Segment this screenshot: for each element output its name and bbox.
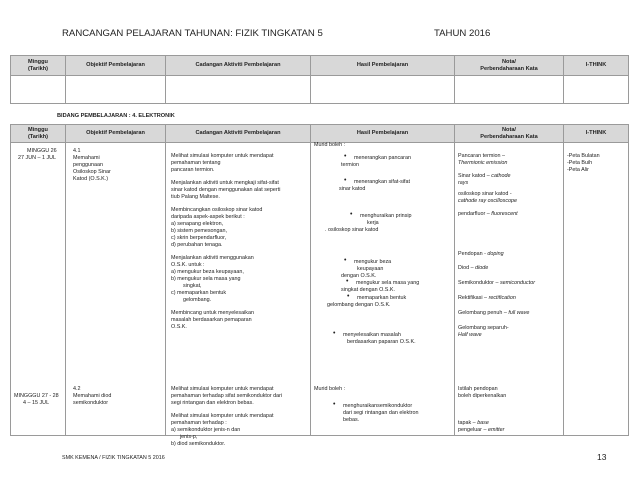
outcome-item: kerja — [367, 220, 379, 226]
objektif-cell — [66, 143, 166, 436]
activity-line: c) skrin berpendarfluor, — [171, 235, 227, 241]
outcome-item: • menerangkan sifat-sifat — [354, 179, 410, 186]
col-ithink: I-THINK — [564, 125, 629, 143]
outcome-item: sinar katod — [339, 186, 366, 192]
header-table — [10, 55, 629, 104]
ithink-map: -Peta Buih — [567, 160, 593, 166]
activity-line: pemahaman tentang — [171, 160, 221, 166]
vocab-line: pendarfluor – fluorescent — [458, 211, 518, 217]
empty-cell — [166, 76, 311, 104]
vocab-line: tapak – base — [458, 420, 489, 426]
activity-line: Menjalankan aktiviti menggunakan — [171, 255, 254, 261]
objective-text: penggunaan — [73, 162, 103, 168]
activity-line: jenis-p, — [171, 434, 198, 440]
vocab-line: Pancaran termion – — [458, 153, 506, 159]
outcome-item: • menerangkan pancaran — [354, 155, 411, 162]
page-number: 13 — [597, 452, 607, 462]
col-objektif: Objektif Pembelajaran — [66, 56, 166, 76]
outcome-item: gelombang dengan O.S.K. — [327, 302, 391, 308]
vocab-term: rays — [458, 180, 469, 186]
empty-cell — [455, 76, 564, 104]
outcome-intro: Murid boleh : — [314, 386, 346, 392]
activity-line: O.S.K. — [171, 324, 187, 330]
ithink-map: -Peta Alir — [567, 167, 589, 173]
outcome-item: termion — [341, 162, 359, 168]
week-1-date: 27 JUN – 1 JUL — [18, 155, 57, 161]
outcome-item: • menyelesaikan masalah — [343, 332, 401, 339]
vocab-line: Semikonduktor – semiconductor — [458, 280, 536, 286]
col-hasil: Hasil Pembelajaran — [311, 125, 455, 143]
activity-line: masalah berdasarkan pemaparan — [171, 317, 252, 323]
vocab-line: boleh diperkenalkan — [458, 393, 507, 399]
outcome-item: • menghuraikan prinsip — [360, 213, 412, 220]
week-1-label: MINGGU 26 — [27, 148, 57, 154]
outcome-item: dari segi rintangan dan elektron — [343, 410, 419, 416]
activity-line: pemahaman terhadap sifat semikonduktor dari — [171, 393, 283, 399]
activity-line: d) perubahan tenaga. — [171, 242, 223, 248]
week-2-date: 4 – 15 JUL — [23, 400, 50, 406]
bidang-heading: BIDANG PEMBELAJARAN : 4. ELEKTRONIK — [57, 113, 175, 119]
objective-text: Katod (O.S.K.) — [73, 176, 109, 182]
activity-line: Menjalankan aktiviti untuk mengkaji sifat-sifat — [171, 180, 279, 186]
vocab-term: cathode ray oscilloscope — [458, 198, 518, 204]
empty-cell — [66, 76, 166, 104]
col-minggu: Minggu (Tarikh) — [11, 125, 66, 143]
activity-line: segi rintangan dan elektron bebas. — [171, 400, 254, 406]
outcome-item: • mengukur beza — [354, 259, 391, 266]
lesson-table — [10, 124, 629, 447]
activity-line: sinar katod dengan menggunakan alat seperti — [171, 187, 281, 193]
vocab-line: Istilah pendopan — [458, 386, 498, 392]
activity-line: O.S.K. untuk : — [171, 262, 205, 268]
activity-line: Melihat simulasi komputer untuk mendapat — [171, 413, 274, 419]
vocab-line: osiloskop sinar katod - — [458, 191, 512, 197]
activity-line: tiub Palang Maltese. — [171, 194, 220, 200]
col-nota: Nota/ Perbendaharaan Kata — [455, 56, 564, 76]
outcome-item: keupayaan — [357, 266, 384, 272]
activity-line: b) diod semikonduktor. — [171, 441, 226, 447]
vocab-line: Gelombang separuh- — [458, 325, 509, 331]
vocab-line: Diod – diode — [458, 265, 489, 271]
vocab-line — [458, 173, 510, 180]
minggu-cell — [11, 143, 66, 436]
outcome-item: • memaparkan bentuk — [357, 295, 406, 302]
hasil-cell — [311, 143, 455, 436]
activity-line: Melihat simulasi komputer untuk mendapat — [171, 386, 274, 392]
nota-cell — [455, 143, 564, 436]
objective-number: 4.2 — [73, 386, 81, 392]
footer-school: SMK KEMENA / FIZIK TINGKATAN 5 2016 — [62, 455, 165, 461]
activity-line: a) semikonduktor jenis-n dan — [171, 427, 241, 433]
objective-text: Memahami — [73, 155, 100, 161]
col-ithink: I-THINK — [564, 56, 629, 76]
activity-line: c) memaparkan bentuk — [171, 290, 227, 296]
outcome-item: bebas. — [343, 417, 360, 423]
col-cadangan: Cadangan Aktiviti Pembelajaran — [166, 125, 311, 143]
activity-line: singkat, — [171, 283, 202, 289]
ithink-cell — [564, 143, 629, 436]
empty-cell — [11, 76, 66, 104]
vocab-label: Sinar katod – — [458, 173, 490, 179]
vocab-line: Pendopan - doping — [458, 251, 504, 257]
vocab-line: Rektifikasi – rectification — [458, 295, 516, 301]
vocab-term: cathode — [491, 173, 511, 179]
col-objektif: Objektif Pembelajaran — [66, 125, 166, 143]
outcome-item: • menghuraikansemikonduktor — [343, 403, 412, 410]
ithink-map: -Peta Bulatan — [567, 153, 600, 159]
outcome-item: dengan O.S.K. — [341, 273, 377, 279]
vocab-line: Gelombang penuh – full wave — [458, 310, 530, 316]
empty-cell — [564, 76, 629, 104]
vocab-term: Thermionic emission — [458, 160, 508, 166]
activity-line: b) mengukur sela masa yang — [171, 276, 241, 282]
col-nota: Nota/ Perbendaharaan Kata — [455, 125, 564, 143]
document-year: TAHUN 2016 — [434, 28, 491, 39]
activity-line: Membincangkan osiloskop sinar katod — [171, 207, 263, 213]
col-minggu: Minggu (Tarikh) — [11, 56, 66, 76]
objective-text: Memahami diod — [73, 393, 112, 399]
cadangan-cell — [166, 143, 311, 447]
activity-line: daripada aspek-aspek berikut : — [171, 214, 245, 220]
vocab-line: pengeluar – emitter — [458, 427, 505, 433]
col-hasil: Hasil Pembelajaran — [311, 56, 455, 76]
outcome-item: singkat dengan O.S.K. — [341, 287, 395, 293]
col-cadangan: Cadangan Aktiviti Pembelajaran — [166, 56, 311, 76]
outcome-intro: Murid boleh : — [314, 142, 346, 148]
activity-line: b) sistem pemesongan, — [171, 228, 228, 234]
week-2-label: MINGGGU 27 - 28 — [14, 393, 59, 399]
activity-line: gelombang. — [171, 297, 212, 303]
activity-line: a) mengukur beza keupayaan, — [171, 269, 244, 275]
activity-line: a) senapang elektron, — [171, 221, 224, 227]
objective-text: semikonduktor — [73, 400, 109, 406]
activity-line: Membincang untuk menyelesaikan — [171, 310, 255, 316]
outcome-item: berdasarkan paparan O.S.K. — [347, 339, 416, 345]
objective-text: Osiloskop Sinar — [73, 169, 111, 175]
outcome-item: . osiloskop sinar katod — [325, 227, 379, 233]
outcome-item: • mengukur sela masa yang — [356, 280, 419, 287]
activity-line: pemahaman terhadap : — [171, 420, 227, 426]
vocab-term: Half wave — [458, 332, 482, 338]
activity-line: Melihat simulasi komputer untuk mendapat — [171, 153, 274, 159]
empty-cell — [311, 76, 455, 104]
objective-number: 4.1 — [73, 148, 81, 154]
activity-line: pancaran termion. — [171, 167, 215, 173]
document-title: RANCANGAN PELAJARAN TAHUNAN: FIZIK TINGKATAN 5 — [62, 28, 323, 39]
